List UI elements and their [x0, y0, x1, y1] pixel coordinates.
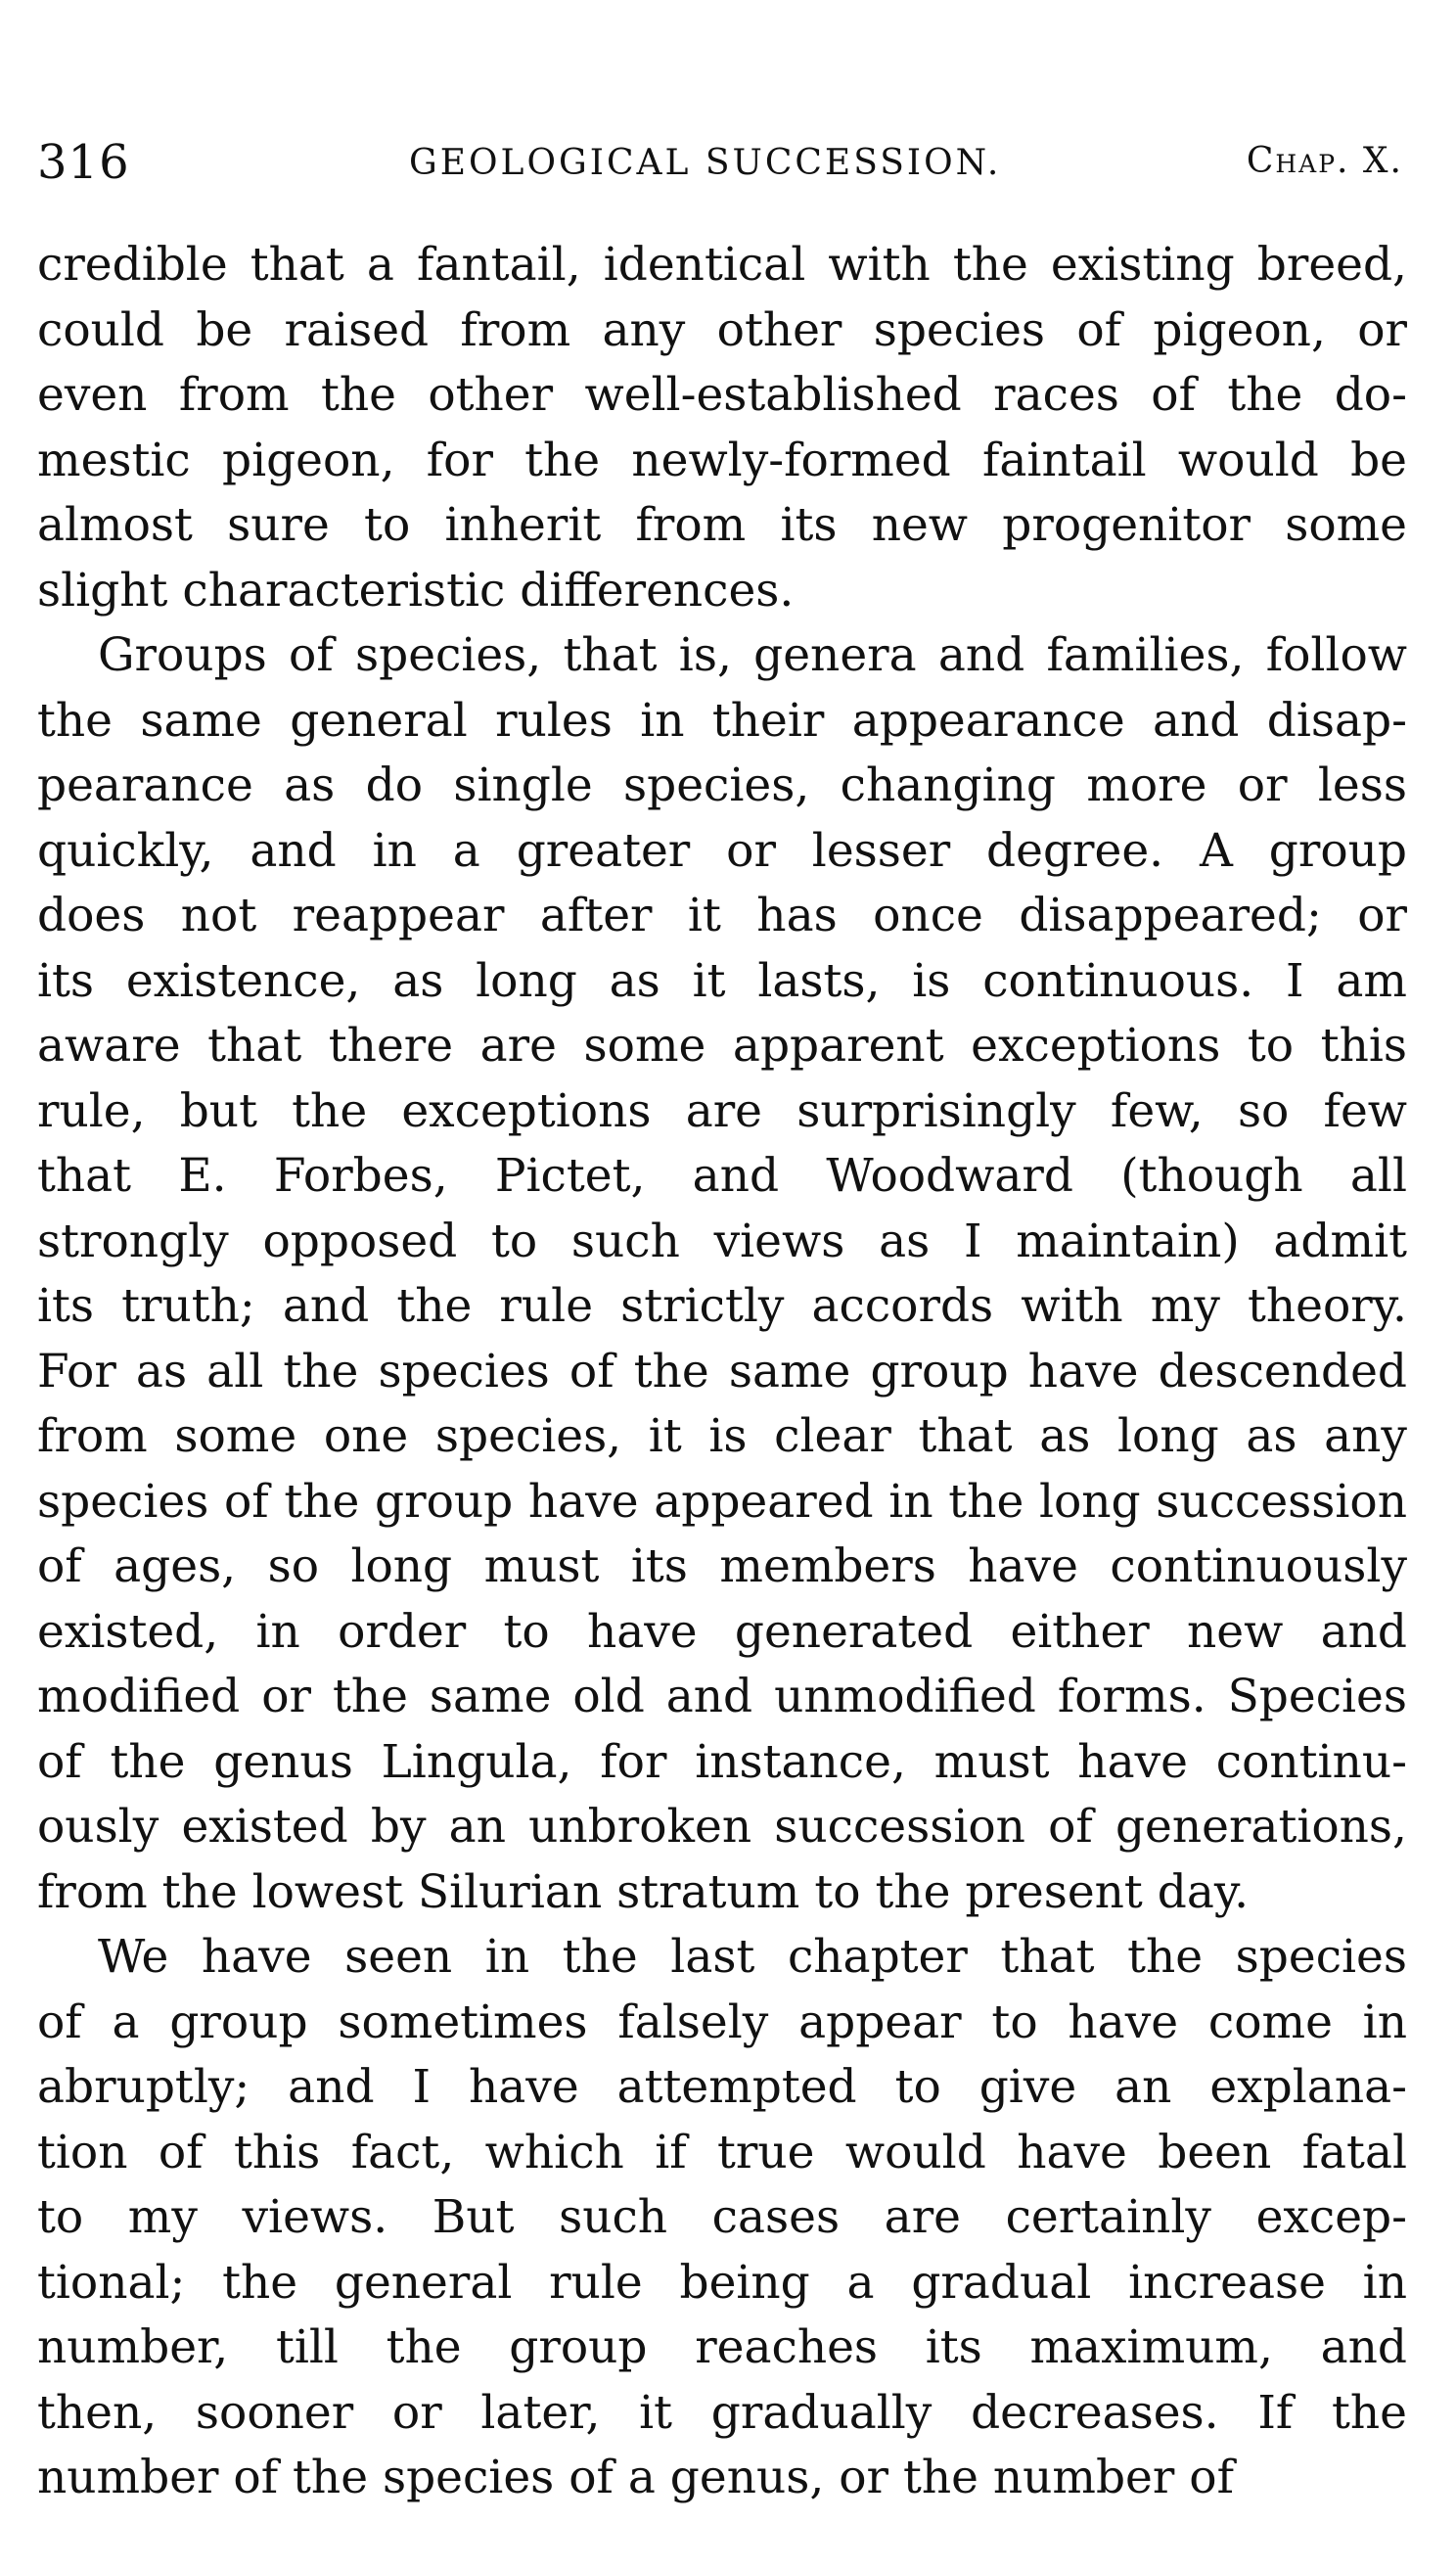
text-line: mestic pigeon, for the newly-formed faintail would be	[37, 433, 1407, 487]
text-line: species of the group have appeared in the long succession	[37, 1474, 1407, 1529]
text-line: tion of this fact, which if true would have been fatal	[37, 2125, 1407, 2179]
text-line: number, till the group reaches its maximum, and	[37, 2320, 1407, 2374]
text-line: Groups of species, that is, genera and families, follow	[98, 628, 1407, 682]
paragraph	[37, 1925, 1407, 2511]
paragraph	[37, 623, 1407, 1925]
text-line: rule, but the exceptions are surprisingly few, so few	[37, 1083, 1407, 1138]
text-line: For as all the species of the same group have descended	[37, 1344, 1407, 1399]
text-line: its existence, as long as it lasts, is continuous. I am	[37, 953, 1407, 1008]
text-line: credible that a fantail, identical with the existing breed,	[37, 238, 1407, 292]
book-page	[37, 0, 1407, 2568]
text-line: aware that there are some apparent exceptions to this	[37, 1019, 1407, 1073]
text-line: strongly opposed to such views as I maintain) admit	[37, 1214, 1407, 1268]
text-line: existed, in order to have generated either new and	[37, 1604, 1407, 1659]
text-line: of a group sometimes falsely appear to have come in	[37, 1995, 1407, 2049]
text-line: of the genus Lingula, for instance, must have continu-	[37, 1734, 1407, 1789]
text-line: pearance as do single species, changing more or less	[37, 758, 1407, 812]
text-line: slight characteristic differences.	[37, 563, 795, 618]
text-line: abruptly; and I have attempted to give an explana-	[37, 2060, 1407, 2114]
text-line: from the lowest Silurian stratum to the present day.	[37, 1864, 1250, 1919]
text-line: then, sooner or later, it gradually decreases. If the	[37, 2385, 1407, 2440]
text-line: ously existed by an unbroken succession of generations,	[37, 1800, 1407, 1854]
text-line: even from the other well-established races of the do-	[37, 368, 1407, 422]
paragraph	[37, 233, 1407, 623]
text-line: the same general rules in their appearance and disap-	[37, 693, 1407, 748]
text-line: could be raised from any other species of pigeon, or	[37, 302, 1407, 357]
text-line: quickly, and in a greater or lesser degree. A group	[37, 823, 1407, 878]
text-line: tional; the general rule being a gradual increase in	[37, 2255, 1407, 2310]
running-title: GEOLOGICAL SUCCESSION.	[409, 143, 1002, 183]
text-line: We have seen in the last chapter that the species	[98, 1930, 1407, 1984]
text-line: number of the species of a genus, or the number of	[37, 2451, 1234, 2504]
text-line: that E. Forbes, Pictet, and Woodward (though all	[37, 1149, 1407, 1203]
text-line: to my views. But such cases are certainly excep-	[37, 2190, 1407, 2244]
text-line: its truth; and the rule strictly accords with my theory.	[37, 1279, 1407, 1333]
text-line: modified or the same old and unmodified forms. Species	[37, 1670, 1407, 1723]
text-line: does not reappear after it has once disappeared; or	[37, 889, 1407, 942]
text-line: from some one species, it is clear that as long as any	[37, 1409, 1407, 1463]
page-number: 316	[37, 135, 130, 190]
chapter-label: Chap. X.	[1246, 141, 1403, 181]
page-header	[37, 135, 1407, 194]
text-line: almost sure to inherit from its new progenitor some	[37, 498, 1407, 552]
body-text	[37, 233, 1407, 2511]
text-line: of ages, so long must its members have continuously	[37, 1539, 1407, 1593]
